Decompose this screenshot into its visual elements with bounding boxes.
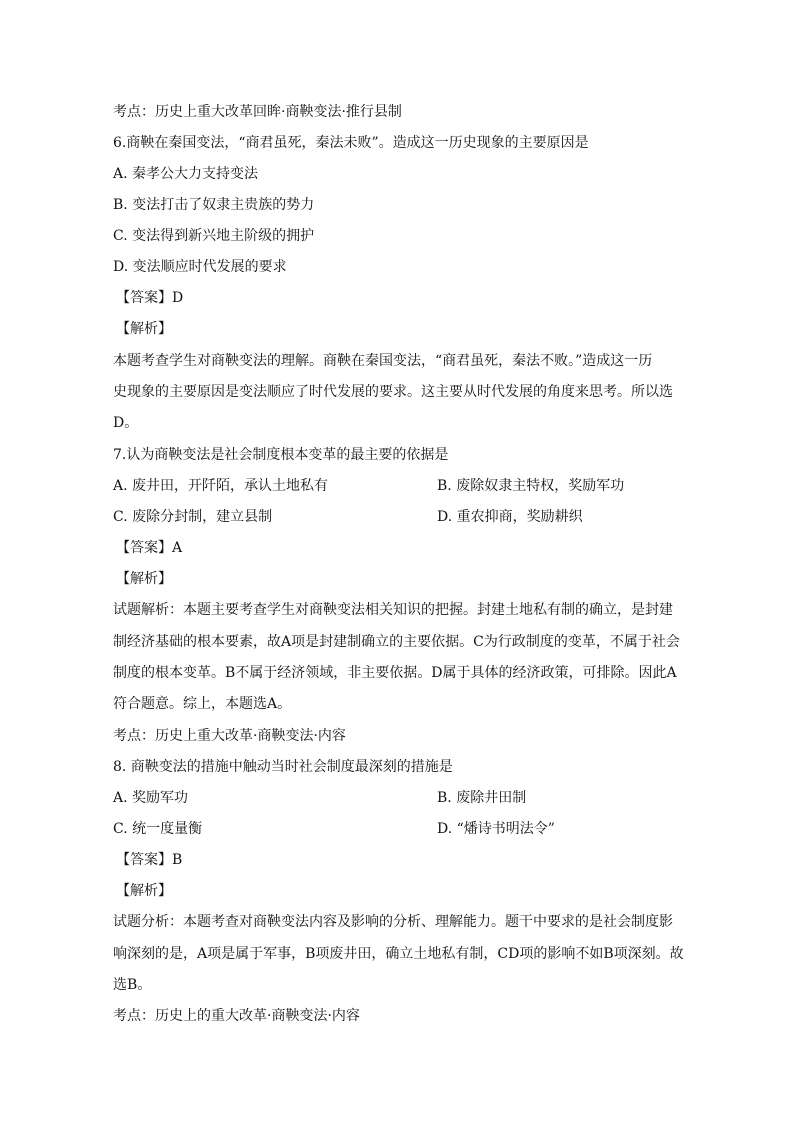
question-7-analysis-line-1: 试题解析：本题主要考查学生对商鞅变法相关知识的把握。封建土地私有制的确立，是封建 bbox=[113, 602, 673, 618]
question-7-option-a: A. 废井田，开阡陌，承认土地私有 bbox=[113, 478, 329, 494]
question-8-option-c: C. 统一度量衡 bbox=[113, 821, 203, 837]
question-7-answer: 【答案】A bbox=[116, 540, 183, 556]
question-7-option-c: C. 废除分封制，建立县制 bbox=[113, 509, 273, 525]
question-8-analysis-heading: 【解析】 bbox=[116, 883, 172, 899]
question-8-option-a: A. 奖励军功 bbox=[113, 790, 189, 806]
question-6-answer: 【答案】D bbox=[116, 290, 184, 306]
question-7-option-b: B. 废除奴隶主特权，奖励军功 bbox=[437, 478, 625, 494]
question-8-option-d: D. “燔诗书明法令” bbox=[437, 821, 555, 837]
question-7-option-d: D. 重农抑商，奖励耕织 bbox=[437, 509, 583, 525]
question-8-analysis-line-1: 试题分析：本题考查对商鞅变法内容及影响的分析、理解能力。题干中要求的是社会制度影 bbox=[113, 914, 673, 930]
question-8-answer: 【答案】B bbox=[116, 852, 183, 868]
question-6-option-d: D. 变法顺应时代发展的要求 bbox=[113, 259, 287, 275]
question-6-analysis-line-1: 本题考查学生对商鞅变法的理解。商鞅在秦国变法，“商君虽死，秦法不败。”造成这一历 bbox=[113, 353, 653, 369]
question-6-analysis-heading: 【解析】 bbox=[116, 321, 172, 337]
question-6-option-b: B. 变法打击了奴隶主贵族的势力 bbox=[113, 197, 315, 213]
question-8-analysis-line-2: 响深刻的是，A项是属于军事，B项废井田，确立土地私有制，CD项的影响不如B项深刻。故 bbox=[113, 946, 684, 962]
question-8-option-b: B. 废除井田制 bbox=[437, 790, 527, 806]
question-7-analysis-heading: 【解析】 bbox=[116, 571, 172, 587]
question-6-option-c: C. 变法得到新兴地主阶级的拥护 bbox=[113, 228, 315, 244]
question-8-stem: 8. 商鞅变法的措施中触动当时社会制度最深刻的措施是 bbox=[113, 759, 453, 775]
question-6-option-a: A. 秦孝公大力支持变法 bbox=[113, 166, 259, 182]
exam-point-8: 考点：历史上的重大改革·商鞅变法·内容 bbox=[113, 1008, 360, 1024]
question-8-analysis-line-3: 选B。 bbox=[113, 977, 152, 993]
question-6-stem: 6.商鞅在秦国变法，“商君虽死，秦法未败”。造成这一历史现象的主要原因是 bbox=[113, 135, 589, 151]
exam-point-5: 考点：历史上重大改革回眸·商鞅变法·推行县制 bbox=[113, 104, 402, 120]
question-7-analysis-line-4: 符合题意。综上，本题选A。 bbox=[113, 696, 292, 712]
question-7-analysis-line-2: 制经济基础的根本要素，故A项是封建制确立的主要依据。C为行政制度的变革，不属于社会 bbox=[113, 634, 680, 650]
question-7-analysis-line-3: 制度的根本变革。B不属于经济领域，非主要依据。D属于具体的经济政策，可排除。因此A bbox=[113, 665, 677, 681]
question-6-analysis-line-2: 史现象的主要原因是变法顺应了时代发展的要求。这主要从时代发展的角度来思考。所以选 bbox=[113, 384, 673, 400]
question-6-analysis-line-3: D。 bbox=[113, 415, 139, 431]
question-7-stem: 7.认为商鞅变法是社会制度根本变革的最主要的依据是 bbox=[113, 447, 449, 463]
exam-point-7: 考点：历史上重大改革·商鞅变法·内容 bbox=[113, 728, 346, 744]
